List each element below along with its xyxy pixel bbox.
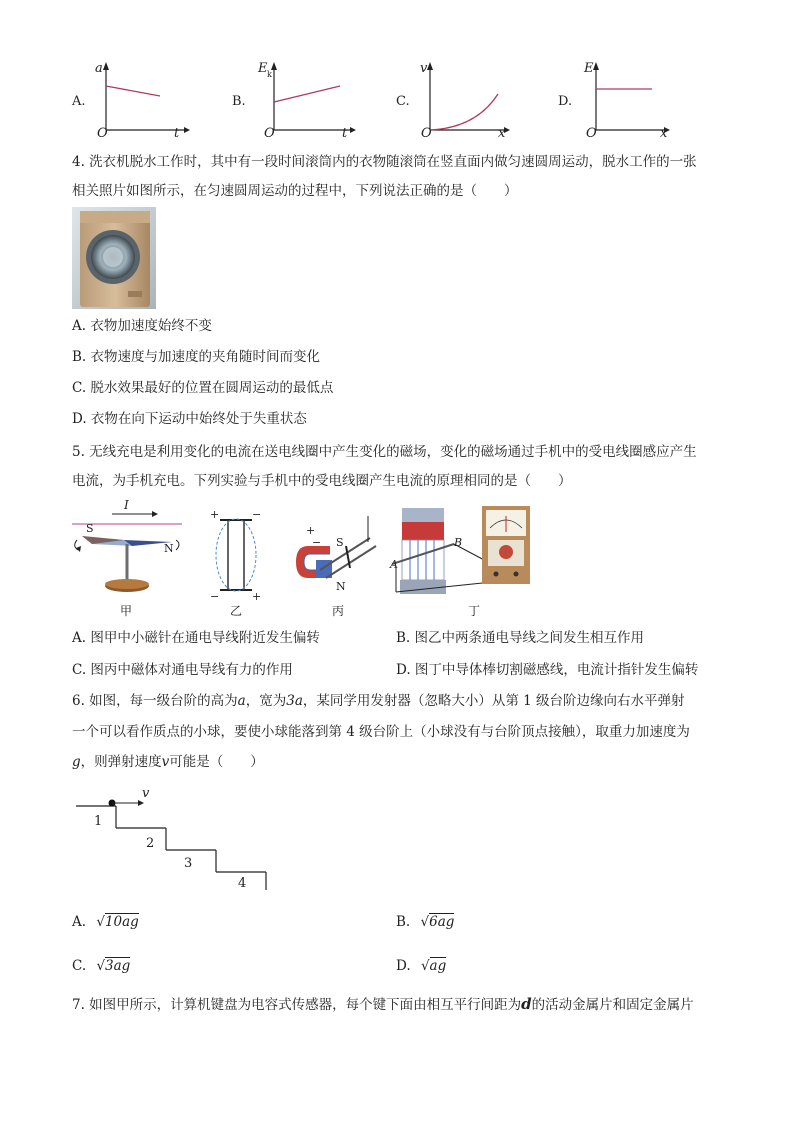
q6-option-d — [396, 956, 446, 976]
jia-current-label: I — [124, 498, 129, 512]
q6-line3-part-b: 可能是（ ） — [169, 754, 264, 770]
graph-b — [232, 58, 362, 142]
q5-line2: 电流，为手机充电。下列实验与手机中的受电线圈产生电流的原理相同的是（ ） — [72, 473, 572, 489]
graph-a-y-label: a — [95, 61, 103, 76]
ding-label-a: A — [390, 558, 398, 571]
figure-ding-caption: 丁 — [468, 604, 481, 618]
q6-line1-part-c: ，某同学用发射器（忽略大小）从第 1 级台阶边缘向右水平弹射 — [302, 693, 685, 709]
yi-minus-bottom: − — [210, 590, 220, 603]
graph-a — [72, 58, 192, 142]
jia-north-label: N — [164, 542, 174, 555]
q6-option-c — [72, 956, 130, 976]
jia-south-label: S — [86, 522, 94, 535]
q5-option-b: B. 图乙中两条通电导线之间发生相互作用 — [396, 630, 645, 646]
graph-d-label: D. — [558, 94, 573, 109]
q6-option-b-label: B. — [396, 914, 411, 930]
sqrt-icon: √ — [420, 958, 430, 974]
yi-minus-top: − — [252, 508, 262, 521]
figure-bing — [290, 512, 380, 616]
q5-option-d: D. 图丁中导体棒切割磁感线，电流计指针发生偏转 — [396, 662, 699, 678]
sqrt-icon: √ — [420, 914, 430, 930]
step-2-label: 2 — [146, 836, 155, 851]
bing-south-label: S — [336, 536, 344, 549]
q6-var-3a: 3a — [286, 693, 303, 709]
sqrt-icon: √ — [96, 914, 105, 930]
graph-d-y-label: E — [584, 61, 594, 76]
graph-c-x-label: x — [498, 126, 506, 141]
q6-var-a: a — [237, 693, 246, 709]
q6-option-d-radicand: ag — [429, 958, 447, 974]
q6-line3-part-a: ，则弹射速度 — [80, 754, 162, 770]
bing-north-label: N — [336, 580, 346, 593]
graph-c-label: C. — [396, 94, 410, 109]
step-3-label: 3 — [184, 856, 193, 871]
q6-option-a-label: A. — [72, 914, 87, 930]
q6-line1-part-a: 6. 如图，每一级台阶的高为 — [72, 693, 238, 709]
graph-c-y-label: v — [420, 61, 428, 76]
step-1-label: 1 — [94, 814, 103, 829]
galvanometer-circuit-diagram — [392, 502, 542, 602]
q6-line3 — [72, 752, 264, 772]
q7-line1-part-b: 的活动金属片和固定金属片 — [531, 997, 694, 1013]
figure-bing-caption: 丙 — [332, 604, 345, 618]
q6-line1 — [72, 691, 685, 711]
q6-line2: 一个可以看作质点的小球，要使小球能落到第 4 级台阶上（小球没有与台阶顶点接触），取重力加速度为 — [72, 724, 690, 740]
q5-option-a: A. 图甲中小磁针在通电导线附近发生偏转 — [72, 630, 320, 646]
graph-d-x-label: x — [660, 126, 668, 141]
magnet-rail-diagram — [290, 512, 380, 598]
q4-option-a: A. 衣物加速度始终不变 — [72, 318, 212, 334]
graph-a-origin: O — [97, 126, 108, 141]
q6-option-c-label: C. — [72, 958, 87, 974]
q6-line1-part-b: ，宽为 — [245, 693, 287, 709]
washing-machine-illustration — [72, 207, 156, 309]
figure-ding — [392, 502, 542, 616]
graph-b-y-label: E — [258, 61, 268, 76]
sqrt-icon: √ — [96, 958, 106, 974]
q6-option-c-radicand: 3ag — [105, 958, 131, 974]
figure-jia — [72, 500, 184, 616]
graph-a-label: A. — [72, 94, 86, 109]
graph-b-label: B. — [232, 94, 246, 109]
staircase-velocity-label: v — [142, 786, 150, 801]
graph-b-x-label: t — [342, 126, 348, 141]
graph-b-origin: O — [264, 126, 275, 141]
q6-option-a — [72, 912, 139, 932]
ding-label-b: B — [454, 536, 463, 549]
q4-option-c: C. 脱水效果最好的位置在圆周运动的最低点 — [72, 380, 334, 396]
q6-var-v: v — [161, 754, 170, 770]
q5-line1: 5. 无线充电是利用变化的电流在送电线圈中产生变化的磁场，变化的磁场通过手机中的受电线圈感应产生 — [72, 444, 697, 460]
graph-d — [558, 58, 678, 142]
q6-var-g: g — [72, 754, 81, 770]
q6-option-a-radicand: 10ag — [104, 914, 139, 930]
q7-var-d: d — [521, 995, 532, 1013]
q7-line1 — [72, 994, 694, 1015]
washing-machine-image — [72, 207, 156, 309]
q7-line1-part-a: 7. 如图甲所示，计算机键盘为电容式传感器，每个键下面由相互平行间距为 — [72, 997, 522, 1013]
figure-yi-caption: 乙 — [230, 604, 243, 618]
staircase-diagram — [72, 786, 272, 892]
q6-option-b — [396, 912, 454, 932]
figure-jia-caption: 甲 — [120, 604, 133, 618]
graph-d-origin: O — [586, 126, 597, 141]
q4-option-d: D. 衣物在向下运动中始终处于失重状态 — [72, 411, 307, 427]
yi-plus-bottom: + — [252, 590, 262, 603]
q6-option-b-radicand: 6ag — [429, 914, 455, 930]
bing-plus-label: + — [306, 524, 316, 537]
bing-minus-label: − — [312, 536, 322, 549]
yi-plus-top: + — [210, 508, 220, 521]
graph-c-origin: O — [421, 126, 432, 141]
graph-a-x-label: t — [174, 126, 180, 141]
q4-line2: 相关照片如图所示，在匀速圆周运动的过程中，下列说法正确的是（ ） — [72, 183, 518, 199]
q5-option-c: C. 图丙中磁体对通电导线有力的作用 — [72, 662, 293, 678]
step-4-label: 4 — [238, 876, 247, 891]
figure-yi — [206, 510, 266, 616]
q6-option-d-label: D. — [396, 958, 411, 974]
q4-option-b: B. 衣物速度与加速度的夹角随时间而变化 — [72, 349, 321, 365]
graph-b-y-subscript: k — [267, 70, 272, 79]
graph-c — [396, 58, 516, 142]
q4-line1: 4. 洗衣机脱水工作时，其中有一段时间滚筒内的衣物随滚筒在竖直面内做匀速圆周运动，脱水工作的一张 — [72, 154, 697, 170]
parallel-wires-diagram — [206, 510, 266, 602]
